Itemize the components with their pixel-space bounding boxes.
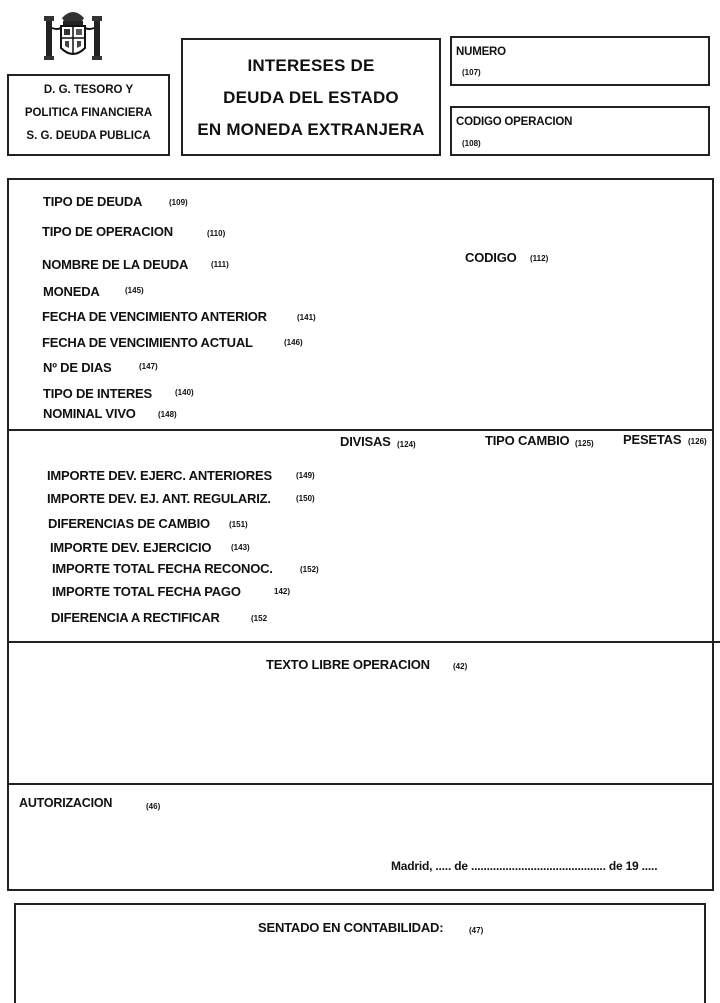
- diferencias-cambio-label: DIFERENCIAS DE CAMBIO: [48, 516, 210, 531]
- numero-box[interactable]: [450, 36, 710, 86]
- autorizacion-label: AUTORIZACION: [19, 796, 113, 810]
- codigo-code: (112): [530, 254, 549, 263]
- tipo-interes-code: (140): [175, 388, 194, 397]
- divisas-header: DIVISAS: [340, 434, 391, 449]
- autorizacion-code: (46): [146, 802, 161, 811]
- tipo-interes-label: TIPO DE INTERES: [43, 386, 152, 401]
- moneda-code: (145): [125, 286, 144, 295]
- contabilidad-box: [14, 903, 706, 1003]
- diferencias-cambio-code: (151): [229, 520, 248, 529]
- madrid-date-line[interactable]: Madrid, ..... de ........................................... de 19 .....: [391, 859, 658, 873]
- tipo-deuda-code: (109): [169, 198, 188, 207]
- diferencia-rectificar-label: DIFERENCIA A RECTIFICAR: [51, 610, 220, 625]
- pesetas-header: PESETAS: [623, 432, 682, 447]
- importe-dev-ejercicio-code: (143): [231, 543, 250, 552]
- tipo-cambio-header: TIPO CAMBIO: [485, 433, 570, 448]
- sentado-contabilidad-label: SENTADO EN CONTABILIDAD:: [258, 920, 444, 935]
- numero-label: NUMERO: [456, 46, 506, 58]
- importe-total-fecha-reconoc-code: (152): [300, 565, 319, 574]
- moneda-label: MONEDA: [43, 284, 100, 299]
- importe-total-fecha-reconoc-label: IMPORTE TOTAL FECHA RECONOC.: [52, 561, 273, 576]
- tipo-operacion-code: (110): [207, 229, 226, 238]
- org-line-2: POLITICA FINANCIERA: [24, 107, 153, 119]
- fecha-venc-actual-label: FECHA DE VENCIMIENTO ACTUAL: [42, 335, 253, 350]
- nombre-deuda-label: NOMBRE DE LA DEUDA: [42, 257, 189, 272]
- fecha-venc-actual-code: (146): [284, 338, 303, 347]
- texto-libre-label: TEXTO LIBRE OPERACION: [266, 657, 430, 672]
- fecha-venc-anterior-code: (141): [297, 313, 316, 322]
- divisas-code: (124): [397, 440, 416, 449]
- numero-code: (107): [462, 68, 481, 77]
- importe-dev-ej-ant-regulariz-label: IMPORTE DEV. EJ. ANT. REGULARIZ.: [47, 491, 271, 506]
- nominal-vivo-code: (148): [158, 410, 177, 419]
- org-line-3: S. G. DEUDA PUBLICA: [26, 130, 151, 142]
- codigo-label: CODIGO: [465, 250, 517, 265]
- title-line-3: EN MONEDA EXTRANJERA: [197, 120, 425, 139]
- codigo-operacion-label: CODIGO OPERACION: [456, 116, 573, 128]
- title-box: [181, 38, 441, 156]
- tipo-operacion-label: TIPO DE OPERACION: [42, 224, 173, 239]
- title-line-1: INTERESES DE: [247, 56, 375, 75]
- importe-dev-ejercicio-label: IMPORTE DEV. EJERCICIO: [50, 540, 212, 555]
- importe-dev-ejerc-anteriores-code: (149): [296, 471, 315, 480]
- sentado-contabilidad-code: (47): [469, 926, 484, 935]
- nominal-vivo-label: NOMINAL VIVO: [43, 406, 136, 421]
- divider-3: [7, 783, 714, 785]
- divider-1: [7, 429, 714, 431]
- coat-of-arms-emblem: [40, 4, 106, 66]
- num-dias-label: Nº DE DIAS: [43, 360, 112, 375]
- tipo-cambio-code: (125): [575, 439, 594, 448]
- importe-total-fecha-pago-label: IMPORTE TOTAL FECHA PAGO: [52, 584, 241, 599]
- codigo-operacion-code: (108): [462, 139, 481, 148]
- org-line-1: D. G. TESORO Y: [43, 84, 134, 96]
- title-line-2: DEUDA DEL ESTADO: [223, 88, 399, 107]
- diferencia-rectificar-code: (152: [251, 614, 268, 623]
- nombre-deuda-code: (111): [211, 260, 229, 269]
- organization-box: [7, 74, 170, 156]
- importe-dev-ejerc-anteriores-label: IMPORTE DEV. EJERC. ANTERIORES: [47, 468, 272, 483]
- divider-2: [7, 641, 720, 643]
- importe-dev-ej-ant-regulariz-code: (150): [296, 494, 315, 503]
- pesetas-code: (126): [688, 437, 707, 446]
- fecha-venc-anterior-label: FECHA DE VENCIMIENTO ANTERIOR: [42, 309, 267, 324]
- importe-total-fecha-pago-code: 142): [274, 587, 291, 596]
- num-dias-code: (147): [139, 362, 158, 371]
- texto-libre-code: (42): [453, 662, 468, 671]
- codigo-operacion-box[interactable]: [450, 106, 710, 156]
- tipo-deuda-label: TIPO DE DEUDA: [43, 194, 143, 209]
